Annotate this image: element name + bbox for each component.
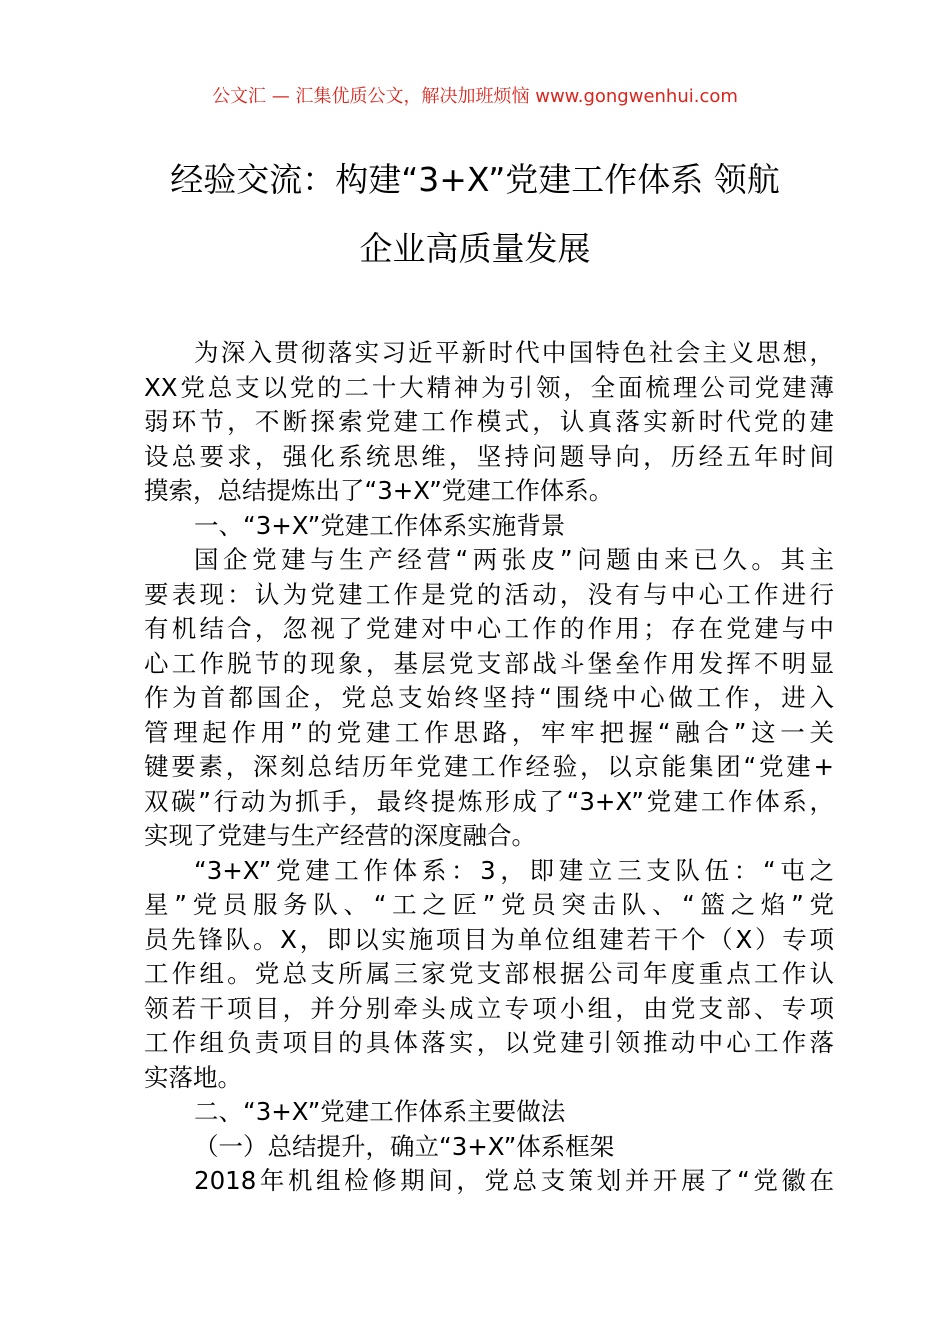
document-body (144, 336, 834, 1199)
body-line: 国企党建与生产经营“两张皮”问题由来已久。其主 (194, 545, 834, 574)
document-title-line-1: 经验交流：构建“3+X”党建工作体系 领航 (170, 160, 780, 199)
body-line: 设总要求，强化系统思维，坚持问题导向，历经五年时间 (144, 441, 834, 471)
body-line: XX党总支以党的二十大精神为引领，全面梳理公司党建薄 (144, 372, 834, 402)
section-heading-1: 一、“3+X”党建工作体系实施背景 (194, 510, 566, 540)
body-line: “3+X”党建工作体系：3，即建立三支队伍：“屯之 (194, 855, 834, 885)
body-line: 心工作脱节的现象，基层党支部战斗堡垒作用发挥不明显 (144, 648, 834, 678)
body-line: 弱环节，不断探索党建工作模式，认真落实新时代党的建 (144, 407, 834, 436)
body-line: 领若干项目，并分别牵头成立专项小组，由党支部、专项 (144, 993, 834, 1023)
body-line: 为深入贯彻落实习近平新时代中国特色社会主义思想， (194, 338, 834, 367)
body-line: 工作组负责项目的具体落实，以党建引领推动中心工作落 (144, 1028, 834, 1057)
body-line: 实现了党建与生产经营的深度融合。 (144, 821, 536, 850)
site-banner: 公文汇 — 汇集优质公文，解决加班烦恼 www.gongwenhui.com (212, 86, 738, 107)
body-line: 管理起作用”的党建工作思路，牢牢把握“融合”这一关 (144, 717, 834, 747)
body-line: 双碳”行动为抓手，最终提炼形成了“3+X”党建工作体系， (144, 786, 834, 816)
body-line: 工作组。党总支所属三家党支部根据公司年度重点工作认 (144, 959, 834, 988)
body-line: 员先锋队。X，即以实施项目为单位组建若干个（X）专项 (144, 924, 834, 954)
body-line: 摸索，总结提炼出了“3+X”党建工作体系。 (144, 476, 614, 505)
subsection-heading-1: （一）总结提升，确立“3+X”体系框架 (194, 1131, 615, 1161)
body-line: 实落地。 (144, 1062, 242, 1092)
body-line: 有机结合，忽视了党建对中心工作的作用；存在党建与中 (144, 614, 834, 643)
body-line: 作为首都国企，党总支始终坚持“围绕中心做工作，进入 (144, 683, 834, 712)
document-title-line-2: 企业高质量发展 (359, 229, 591, 268)
body-line: 星”党员服务队、“工之匠”党员突击队、“篮之焰”党 (144, 890, 834, 919)
section-heading-2: 二、“3+X”党建工作体系主要做法 (194, 1097, 566, 1126)
body-line: 2018年机组检修期间，党总支策划并开展了“党徽在 (194, 1166, 834, 1195)
body-line: 键要素，深刻总结历年党建工作经验，以京能集团“党建+ (144, 752, 834, 781)
body-line: 要表现：认为党建工作是党的活动，没有与中心工作进行 (144, 579, 834, 609)
